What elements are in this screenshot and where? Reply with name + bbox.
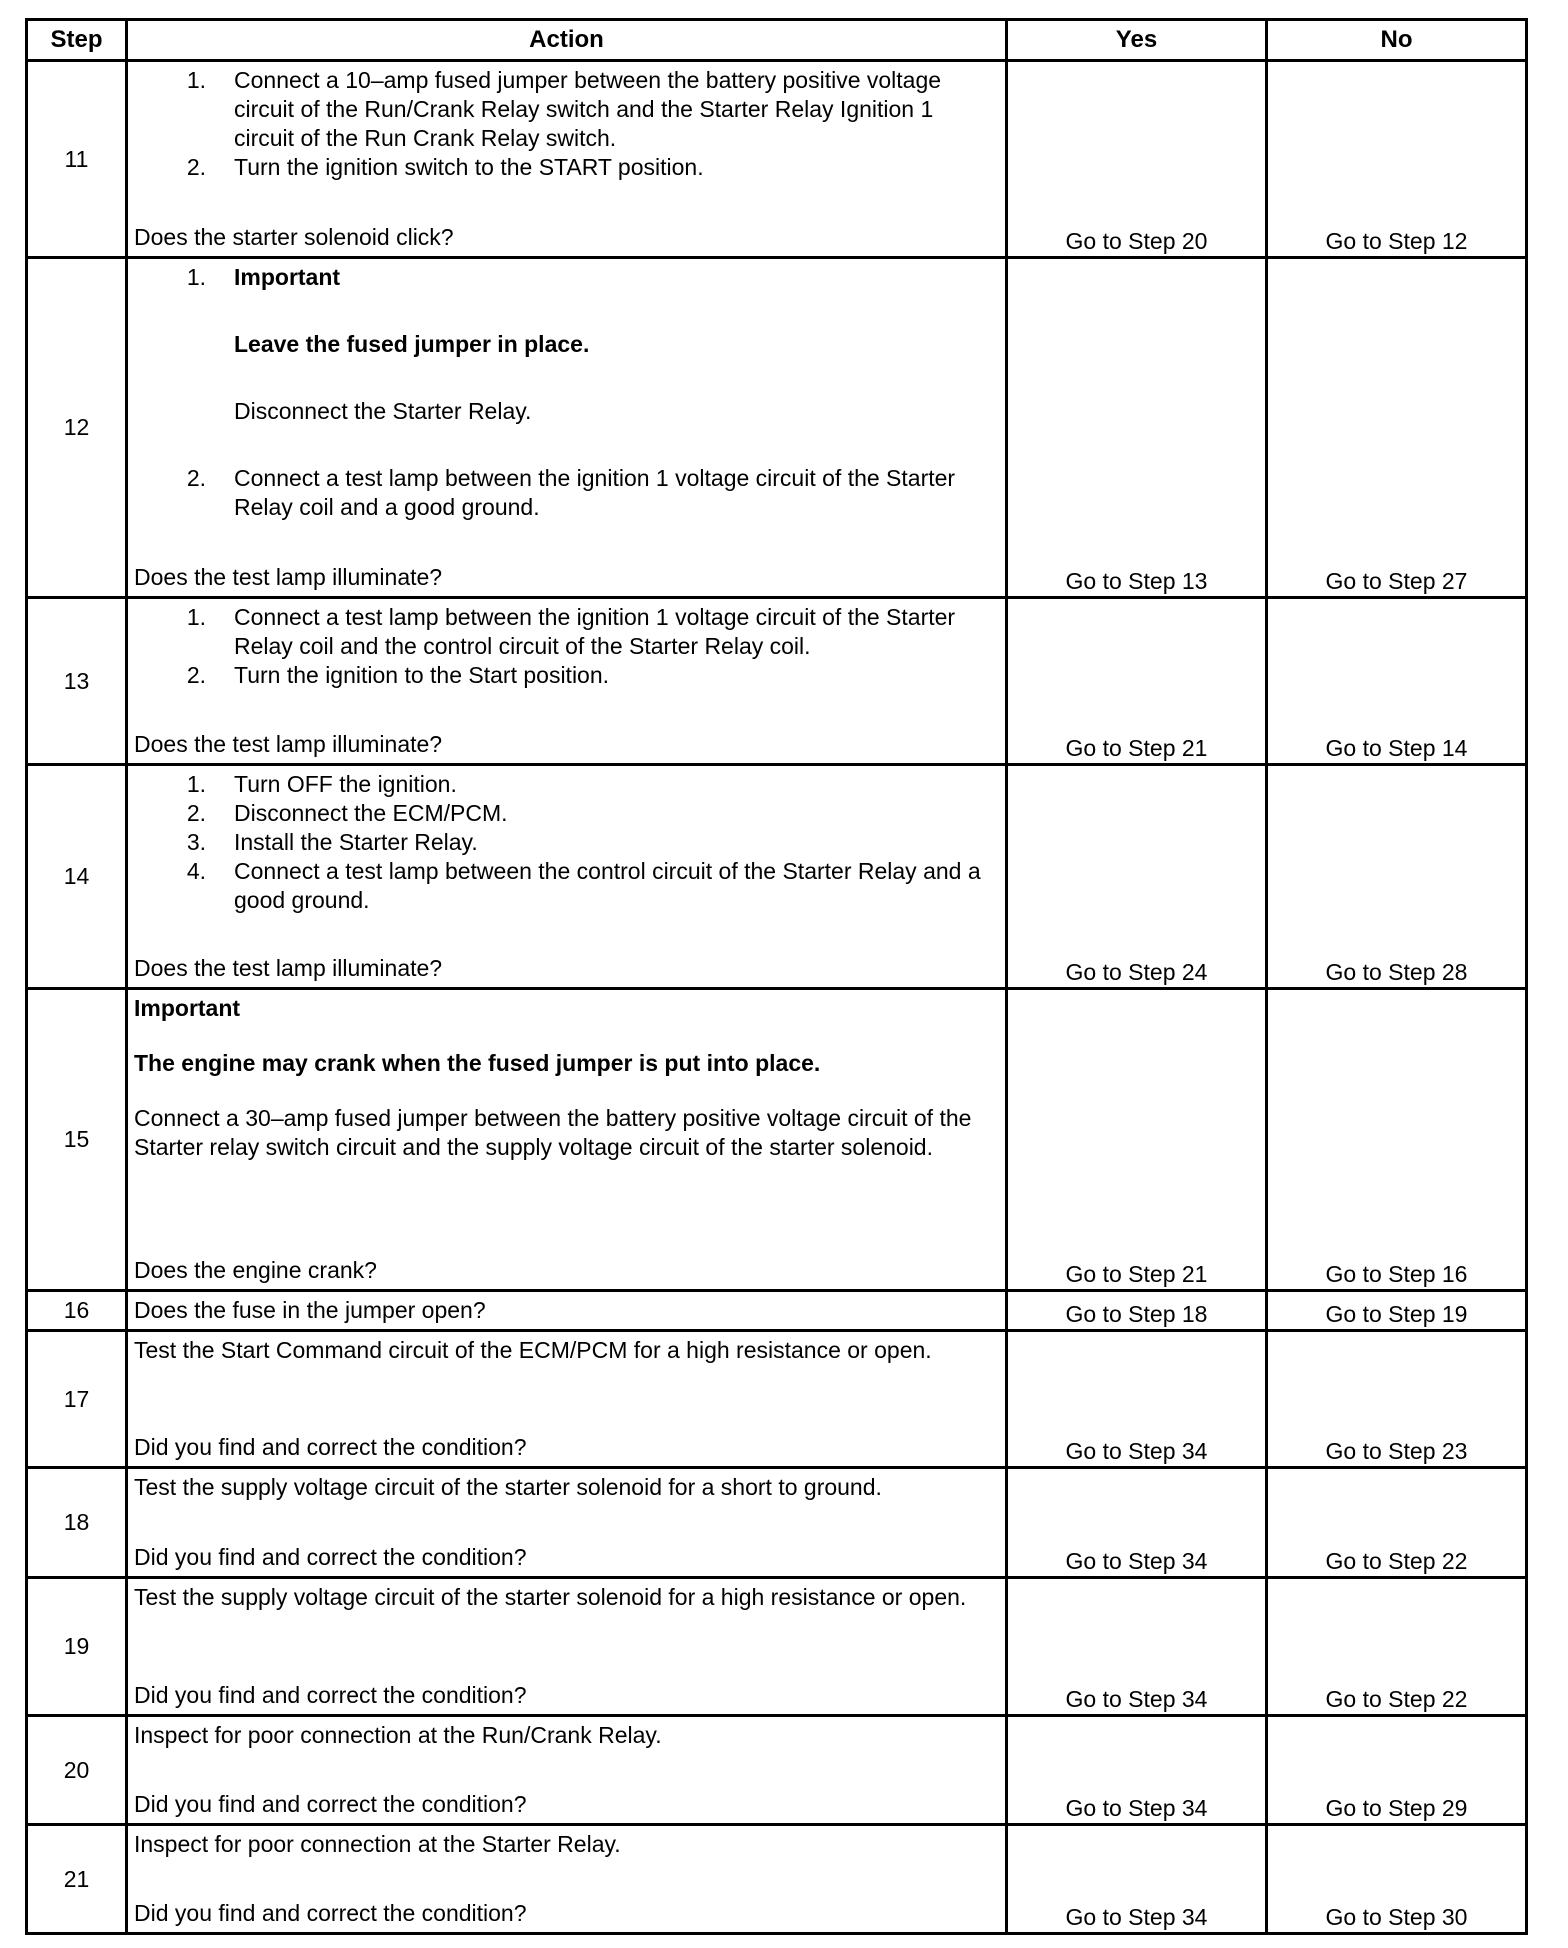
header-yes: Yes [1007, 20, 1267, 61]
yes-answer: Go to Step 18 [1007, 1291, 1267, 1331]
table-row [27, 1825, 1527, 1934]
important-note: Leave the fused jumper in place. [234, 331, 590, 357]
list-item: 2. Turn the ignition switch to the START position. [186, 154, 704, 180]
step-number: 11 [27, 61, 127, 258]
yes-answer: Go to Step 34 [1007, 1825, 1267, 1934]
question: Does the fuse in the jumper open? [134, 1297, 486, 1323]
question: Does the test lamp illuminate? [134, 955, 443, 981]
question: Did you find and correct the condition? [134, 1434, 527, 1460]
yes-answer: Go to Step 21 [1007, 598, 1267, 765]
yes-answer: Go to Step 34 [1007, 1468, 1267, 1578]
question: Does the engine crank? [134, 1257, 377, 1283]
table-row [27, 1468, 1527, 1578]
table-row [27, 61, 1527, 258]
table-row [27, 765, 1527, 989]
table-row [27, 1331, 1527, 1468]
action-text: Inspect for poor connection at the Starter Relay. [134, 1831, 621, 1857]
action-text: Test the supply voltage circuit of the starter solenoid for a short to ground. [134, 1474, 882, 1500]
no-answer: Go to Step 29 [1267, 1716, 1527, 1825]
action-cell [127, 765, 1007, 989]
header-row [27, 20, 1527, 61]
action-cell [127, 1578, 1007, 1716]
action-cell [127, 1331, 1007, 1468]
action-cell [127, 1291, 1007, 1331]
yes-answer: Go to Step 20 [1007, 61, 1267, 258]
step-number: 18 [27, 1468, 127, 1578]
action-cell [127, 1716, 1007, 1825]
question: Does the test lamp illuminate? [134, 731, 443, 757]
question: Did you find and correct the condition? [134, 1682, 527, 1708]
no-answer: Go to Step 12 [1267, 61, 1527, 258]
action-cell [127, 61, 1007, 258]
list-item: 1. Important Leave the fused jumper in place. Disconnect the Starter Relay. [186, 264, 590, 424]
no-answer: Go to Step 16 [1267, 989, 1527, 1291]
important-note: The engine may crank when the fused jumper is put into place. [134, 1050, 821, 1076]
step-number: 15 [27, 989, 127, 1291]
yes-answer: Go to Step 24 [1007, 765, 1267, 989]
yes-answer: Go to Step 34 [1007, 1331, 1267, 1468]
diagnostic-table [25, 18, 1528, 1935]
yes-answer: Go to Step 13 [1007, 258, 1267, 598]
question: Does the test lamp illuminate? [134, 564, 443, 590]
header-action: Action [127, 20, 1007, 61]
no-answer: Go to Step 22 [1267, 1578, 1527, 1716]
table-row [27, 1578, 1527, 1716]
table-row [27, 258, 1527, 598]
list-item: 1. Connect a test lamp between the ignition 1 voltage circuit of the Starter Relay coil and the control circuit of the Starter Relay coil. [186, 604, 956, 659]
question: Did you find and correct the condition? [134, 1544, 527, 1570]
question: Does the starter solenoid click? [134, 224, 454, 250]
header-step: Step [27, 20, 127, 61]
yes-answer: Go to Step 34 [1007, 1716, 1267, 1825]
table-row [27, 989, 1527, 1291]
no-answer: Go to Step 28 [1267, 765, 1527, 989]
step-number: 12 [27, 258, 127, 598]
question: Did you find and correct the condition? [134, 1900, 527, 1926]
no-answer: Go to Step 19 [1267, 1291, 1527, 1331]
list-item: 3. Install the Starter Relay. [186, 829, 478, 855]
action-cell [127, 989, 1007, 1291]
no-answer: Go to Step 22 [1267, 1468, 1527, 1578]
step-number: 17 [27, 1331, 127, 1468]
no-answer: Go to Step 14 [1267, 598, 1527, 765]
table-row [27, 1291, 1527, 1331]
table-row [27, 598, 1527, 765]
question: Did you find and correct the condition? [134, 1791, 527, 1817]
action-text: Inspect for poor connection at the Run/Crank Relay. [134, 1722, 662, 1748]
action-cell [127, 258, 1007, 598]
yes-answer: Go to Step 34 [1007, 1578, 1267, 1716]
step-number: 20 [27, 1716, 127, 1825]
action-cell [127, 1468, 1007, 1578]
action-cell [127, 598, 1007, 765]
list-item: 2. Connect a test lamp between the ignition 1 voltage circuit of the Starter Relay coil and a good ground. [186, 465, 956, 520]
table-row [27, 1716, 1527, 1825]
important-label: Important [134, 995, 241, 1021]
action-text: Test the supply voltage circuit of the starter solenoid for a high resistance or open. [134, 1584, 967, 1610]
important-label: Important [234, 264, 341, 290]
step-number: 21 [27, 1825, 127, 1934]
no-answer: Go to Step 23 [1267, 1331, 1527, 1468]
step-number: 19 [27, 1578, 127, 1716]
list-item: 1. Connect a 10–amp fused jumper between the battery positive voltage circuit of the Run/Crank Relay switch and the Starter Relay Ignition 1 circuit of the Run Crank Relay switch. [186, 67, 942, 151]
step-number: 13 [27, 598, 127, 765]
action-cell [127, 1825, 1007, 1934]
list-item: 4. Connect a test lamp between the control circuit of the Starter Relay and a good ground. [186, 858, 981, 913]
step-number: 14 [27, 765, 127, 989]
list-item: 2. Disconnect the ECM/PCM. [186, 800, 508, 826]
yes-answer: Go to Step 21 [1007, 989, 1267, 1291]
no-answer: Go to Step 27 [1267, 258, 1527, 598]
list-item: 1. Turn OFF the ignition. [186, 771, 457, 797]
action-text: Test the Start Command circuit of the ECM/PCM for a high resistance or open. [134, 1337, 932, 1363]
list-item: 2. Turn the ignition to the Start position. [186, 662, 610, 688]
action-text: Connect a 30–amp fused jumper between the battery positive voltage circuit of the Starter relay switch circuit and the supply voltage circuit of the starter solenoid. [134, 1105, 972, 1160]
no-answer: Go to Step 30 [1267, 1825, 1527, 1934]
header-no: No [1267, 20, 1527, 61]
step-number: 16 [27, 1291, 127, 1331]
